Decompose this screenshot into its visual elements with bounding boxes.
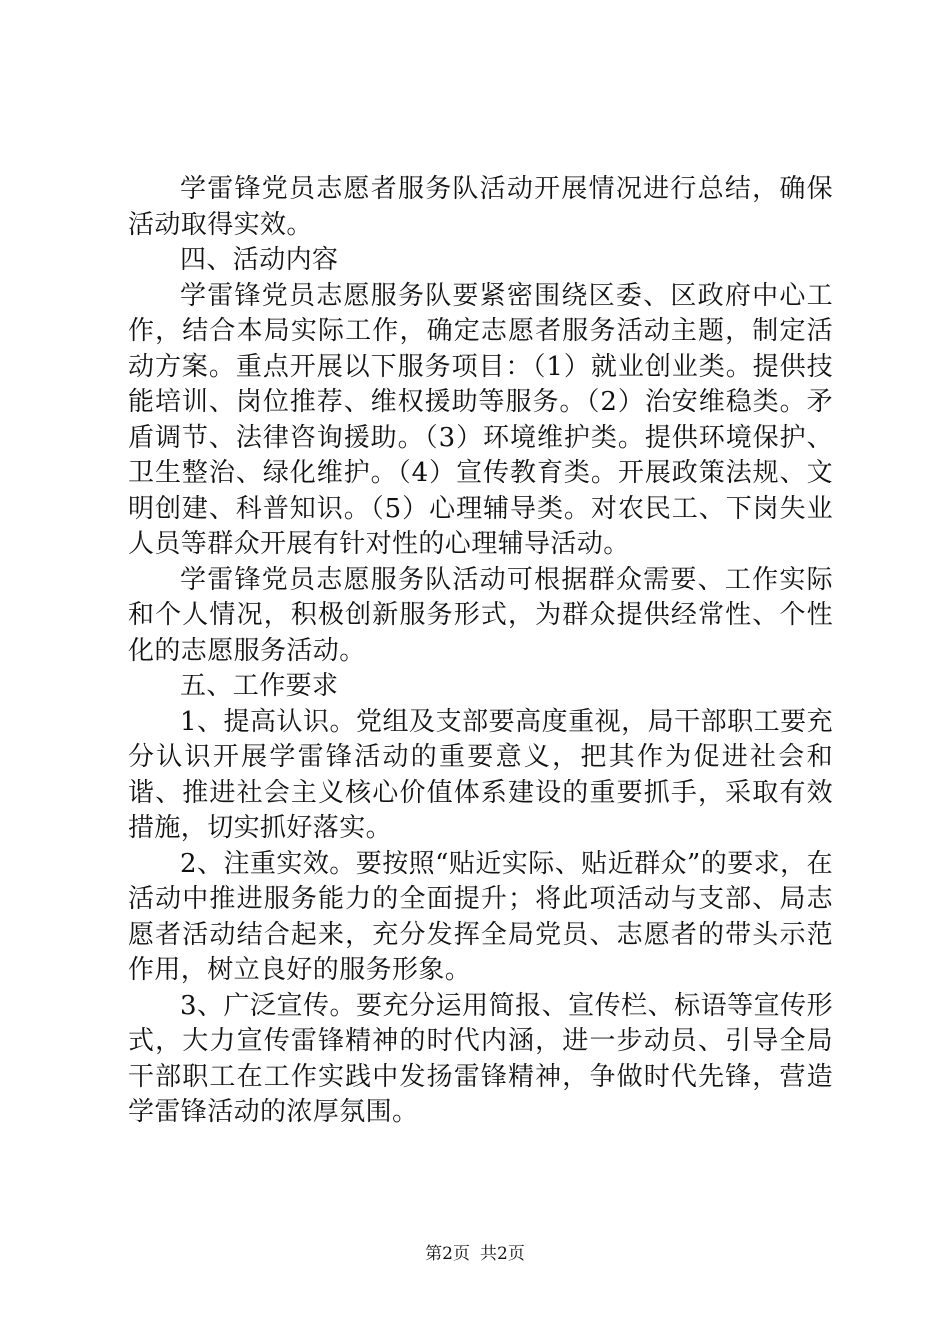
document-body (128, 172, 833, 1131)
heading-work-requirements: 五、工作要求 (180, 671, 339, 701)
paragraph-requirement-1: 1、提高认识。党组及支部要高度重视，局干部职工要充分认识开展学雷锋活动的重要意义，把其作为促进社会和谐、推进社会主义核心价值体系建设的重要抓手，采取有效措施，切实抓好落实。 (128, 706, 833, 843)
paragraph-requirement-2: 2、注重实效。要按照“贴近实际、贴近群众”的要求，在活动中推进服务能力的全面提升；将此项活动与支部、局志愿者活动结合起来，充分发挥全局党员、志愿者的带头示范作用，树立良好的服务形象。 (128, 848, 833, 985)
page-number: 第2页 (425, 1244, 470, 1264)
heading-activity-content: 四、活动内容 (180, 245, 339, 275)
page-footer (0, 1243, 950, 1265)
paragraph-summary: 学雷锋党员志愿者服务队活动开展情况进行总结，确保活动取得实效。 (128, 174, 833, 240)
page-total: 共2页 (480, 1244, 525, 1264)
paragraph-innovation: 学雷锋党员志愿服务队活动可根据群众需要、工作实际和个人情况，积极创新服务形式，为群众提供经常性、个性化的志愿服务活动。 (128, 564, 833, 666)
paragraph-activity-content: 学雷锋党员志愿服务队要紧密围绕区委、区政府中心工作，结合本局实际工作，确定志愿者服务活动主题，制定活动方案。重点开展以下服务项目：（1）就业创业类。提供技能培训、岗位推荐、维权援助等服务。（2）治安维稳类。矛盾调节、法律咨询援助。（3）环境维护类。提供环境保护、卫生整治、绿化维护。（4）宣传教育类。开展政策法规、文明创建、科普知识。（5）心理辅导类。对农民工、下岗失业人员等群众开展有针对性的心理辅导活动。 (128, 280, 833, 559)
paragraph-requirement-3: 3、广泛宣传。要充分运用简报、宣传栏、标语等宣传形式，大力宣传雷锋精神的时代内涵，进一步动员、引导全局干部职工在工作实践中发扬雷锋精神，争做时代先锋，营造学雷锋活动的浓厚氛围。 (128, 990, 833, 1127)
